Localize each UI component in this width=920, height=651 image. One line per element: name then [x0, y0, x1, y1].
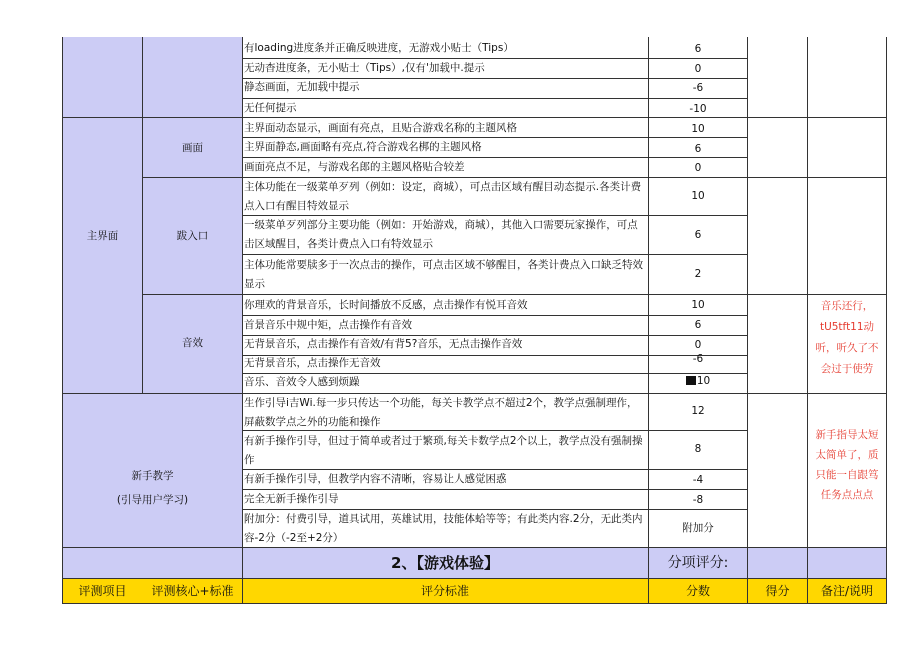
criterion-row: 静态画面，无加载中提示 [244, 81, 360, 93]
score-cell: 6 [694, 319, 702, 331]
criterion-row: 无动杳进度条，无小贴士（Tips）,仅有'加载中.提示 [244, 62, 485, 74]
header-col-criteria: 评分标准 [420, 584, 469, 598]
criterion-row: 完全无新手操作引导 [244, 493, 339, 505]
score-cell: 2 [694, 268, 702, 280]
criterion-row: 你理欢的背景音乐，长时间播放不反感，点击操作有悦耳音效 [244, 299, 528, 311]
score-cell: 6 [694, 143, 702, 155]
section-main-interface: 主界面 [86, 230, 119, 242]
black-square-icon [686, 376, 696, 385]
section-newbie-sub: (引导用户学习) [116, 494, 189, 506]
score-cell: -6 [692, 82, 704, 94]
criterion-row: 主体功能在一级菜单歹列（例如：设定，商城），可点击区域有醒目动态提示.各类计费点入口有醒目特效显示 [244, 181, 642, 212]
score-cell: -4 [692, 474, 704, 486]
score-cell: 附加分 [682, 522, 714, 534]
header-col-core: 评测核心+标准 [151, 584, 234, 598]
subsection-sound: 音效 [182, 337, 203, 349]
criterion-row: 主体功能常要牍多于一次点击的操作，可点击区域不够醒目，各类计费点入口缺乏特效显示 [244, 259, 643, 290]
criterion-row: 有新手操作引导，但教学内容不清晰，容易让人感觉困惑 [244, 473, 507, 485]
score-cell-row15: 10 [649, 372, 747, 391]
header-col-got: 得分 [765, 584, 790, 598]
score-cell: 10 [691, 190, 705, 202]
criterion-row: 一级菜单歹列部分主要功能（例如：开始游戏，商城），其他入口需要玩家操作，可点击区域醒目，各类计费点入口有特效显示 [244, 219, 638, 250]
subsection-entry: 跋入口 [176, 230, 209, 242]
subscore-label: 分项评分: [667, 555, 729, 571]
section-newbie: 新手教学 [131, 470, 174, 482]
score-cell: 6 [694, 229, 702, 241]
score-cell: 6 [694, 43, 702, 55]
score-cell: 12 [691, 405, 705, 417]
score-cell: -6 [692, 353, 704, 365]
score-cell: 10 [691, 123, 705, 135]
criterion-row: 无背景音乐，点击操作无音效 [244, 357, 381, 369]
subsection-screen: 画面 [182, 142, 203, 154]
score-cell: 0 [694, 162, 702, 174]
header-col-score: 分数 [685, 584, 710, 598]
score-cell: 8 [694, 443, 702, 455]
score-cell: -8 [692, 494, 704, 506]
game-section-title: 2、【游戏体验】 [391, 554, 499, 572]
score-cell: 0 [694, 63, 702, 75]
criterion-row: 无任何提示 [244, 102, 297, 114]
header-col-note: 备注/说明 [820, 584, 874, 598]
criterion-row: 生作引导i吉Wi.每一步只传达一个功能，每关卡教学点不超过2个，教学点强制理作，屏蔽数学点之外的功能和操作 [244, 397, 638, 428]
header-col-item: 评测项目 [78, 584, 127, 598]
criterion-row: 首景音乐中规中矩，点击操作有音效 [244, 319, 412, 331]
criterion-row: 有新手操作引导，但过于简单或者过于繁琐,每关卡数学点2个以上，教学点没有强制操作 [244, 435, 643, 466]
criterion-row: 无背景音乐，点击操作有音效/有背5?音乐，无点击操作音效 [244, 338, 523, 350]
criterion-row: 有loading进度条并正确反映进度，无游戏小贴士（Tips） [244, 42, 514, 54]
criterion-row: 画面亮点不足，与游戏名郎的主题风格贴合较差 [244, 161, 465, 173]
score-cell: 10 [691, 299, 705, 311]
criterion-row: 附加分：付费引导，道具试用，英雄试用，技能体蛤等等；有此类内容.2分，无此类内容-2分（-2至+2分） [244, 513, 643, 544]
criterion-row: 音乐、音效令人感到烦躁 [244, 376, 360, 388]
criterion-row: 主界面动态显示，画面有亮点，且贴合游戏名称的主题风格 [244, 122, 517, 134]
criterion-row: 主界面静态,画面略有亮点,符合游戏名梆的主题风格 [244, 141, 482, 153]
note-newbie: 新手指导太短太简单了，质只能一自跟笃任务点点点 [815, 429, 879, 501]
score-cell: 0 [694, 339, 702, 351]
score-cell: -10 [689, 103, 707, 115]
note-sound: 音乐还行，tU5tft11动听，听久了不会过于使劳 [815, 300, 879, 375]
